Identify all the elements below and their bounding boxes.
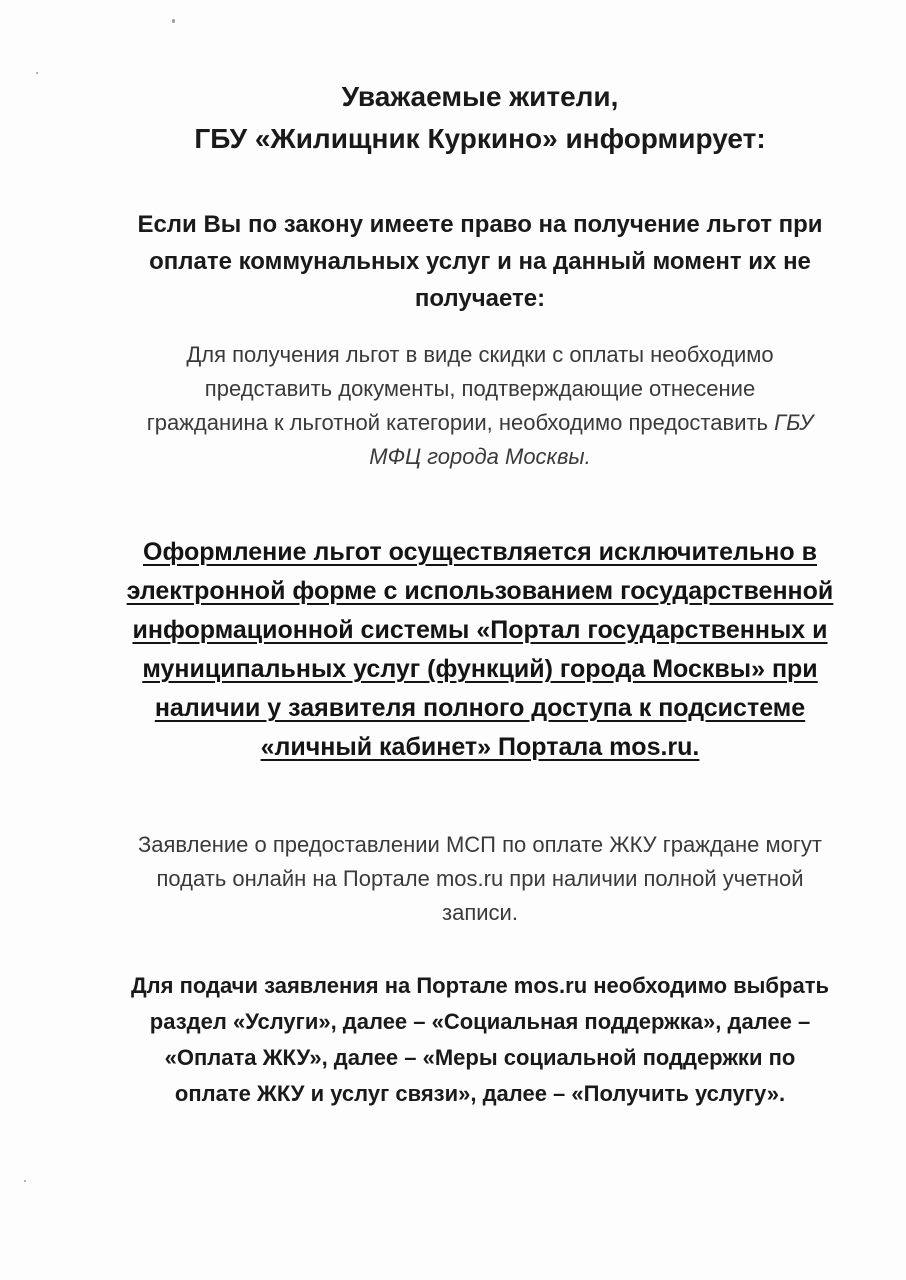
msp-line-2: подать онлайн на Портале mos.ru при наличии полной учетной — [156, 866, 804, 891]
online-line-6 — [80, 728, 880, 767]
online-line-3-text: информационной системы «Портал государственных и — [132, 616, 828, 644]
scan-speck — [36, 72, 38, 74]
online-only-notice — [80, 533, 880, 767]
msp-application-paragraph — [80, 828, 880, 930]
documents-line-1: Для получения льгот в виде скидки с оплаты необходимо — [186, 342, 774, 367]
online-line-2 — [80, 572, 880, 611]
eligibility-condition — [80, 206, 880, 317]
online-line-2-text: электронной форме с использованием государственной — [126, 577, 834, 605]
application-instructions — [80, 968, 880, 1112]
online-line-5-text: наличии у заявителя полного доступа к подсистеме — [154, 694, 806, 722]
msp-line-3: записи. — [442, 900, 518, 925]
instructions-line-2: раздел «Услуги», далее – «Социальная поддержка», далее – — [149, 1009, 811, 1034]
instructions-line-4: оплате ЖКУ и услуг связи», далее – «Получить услугу». — [174, 1081, 786, 1106]
mfc-name-part-1: ГБУ — [774, 410, 814, 435]
heading-greeting-line: Уважаемые жители, — [341, 81, 619, 112]
documents-line-3-text: гражданина к льготной категории, необходимо предоставить — [146, 410, 775, 435]
documents-paragraph — [80, 338, 880, 474]
notice-heading — [80, 76, 880, 160]
documents-line-2: представить документы, подтверждающие отнесение — [204, 376, 756, 401]
heading-organization-line: ГБУ «Жилищник Куркино» информирует: — [194, 123, 766, 154]
documents-line-3 — [80, 406, 880, 440]
scan-speck — [172, 19, 175, 23]
condition-line-3: получаете: — [414, 285, 546, 312]
scan-speck — [24, 1180, 26, 1182]
online-line-3 — [80, 611, 880, 650]
online-line-4-text: муниципальных услуг (функций) города Москвы» при — [142, 655, 818, 683]
online-line-5 — [80, 689, 880, 728]
online-line-1 — [80, 533, 880, 572]
online-line-1-text: Оформление льгот осуществляется исключительно в — [143, 538, 817, 566]
condition-line-2: оплате коммунальных услуг и на данный момент их не — [149, 248, 811, 275]
online-line-6-text: «личный кабинет» Портала mos.ru. — [260, 733, 700, 761]
mfc-name-part-2: МФЦ города Москвы. — [369, 444, 591, 469]
online-line-4 — [80, 650, 880, 689]
instructions-line-3: «Оплата ЖКУ», далее – «Меры социальной поддержки по — [164, 1045, 796, 1070]
condition-line-1: Если Вы по закону имеете право на получение льгот при — [137, 211, 823, 238]
msp-line-1: Заявление о предоставлении МСП по оплате ЖКУ граждане могут — [138, 832, 822, 857]
instructions-line-1: Для подачи заявления на Портале mos.ru необходимо выбрать — [130, 973, 829, 998]
documents-line-4 — [80, 440, 880, 474]
